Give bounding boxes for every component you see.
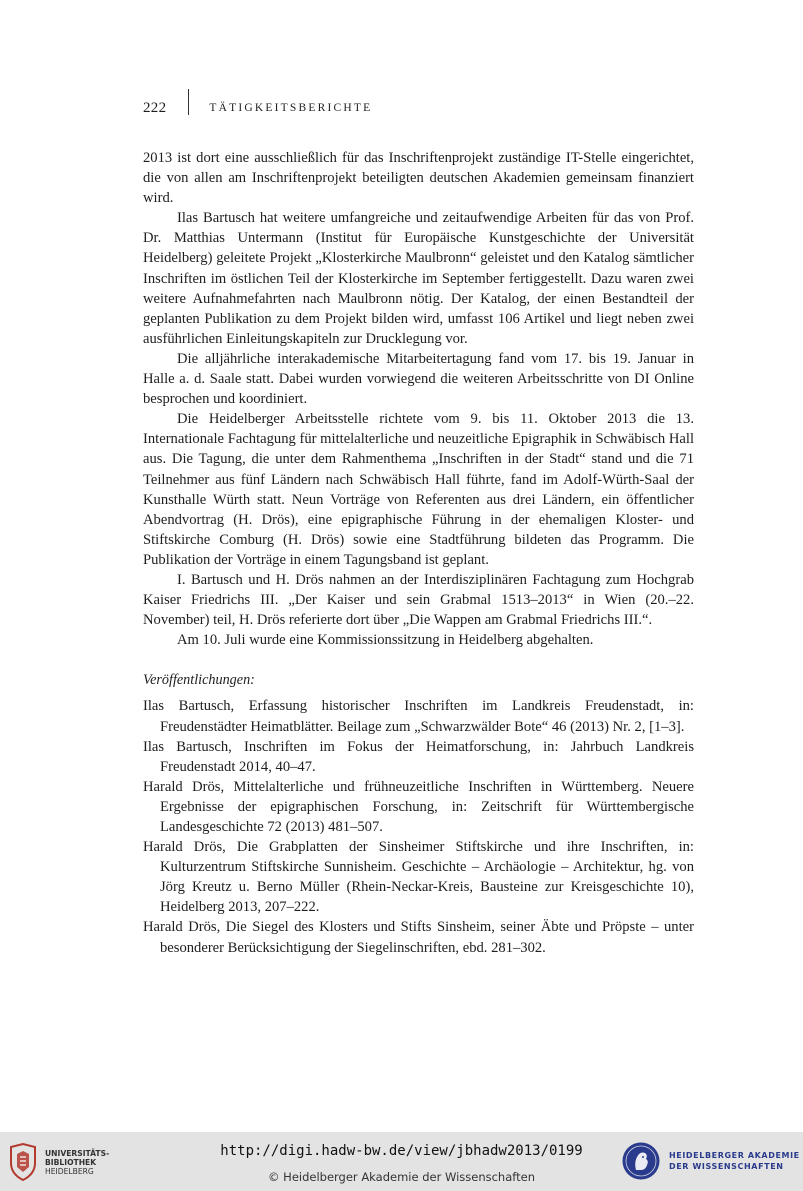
ub-logo-line: HEIDELBERG xyxy=(45,1166,94,1176)
copyright-notice: © Heidelberger Akademie der Wissenschaften xyxy=(268,1170,535,1184)
paragraph: I. Bartusch und H. Drös nahmen an der Interdisziplinären Fachtagung zum Hochgrab Kaiser Friedrichs III. „Der Kaiser und sein Grabmal 1513–2013“ in Wien (20.–22. November) teil, H. Drös referierte dort über „Die Wappen am Grabmal Friedrichs III.“. xyxy=(143,571,694,629)
reference-item: Harald Drös, Die Grabplatten der Sinsheimer Stiftskirche und ihre Inschriften, in: Kulturzentrum Stiftskirche Sunnisheim. Geschichte – Archäologie – Architektur, hg. von Jörg Kreutz u. Berno Müller (Rhein-Neckar-Kreis, Bausteine zur Kreisgeschichte 10), Heidelberg 2013, 207–222. xyxy=(143,839,694,916)
header-divider xyxy=(188,89,189,115)
paragraph: Die alljährliche interakademische Mitarbeitertagung fand vom 17. bis 19. Januar in Halle a. d. Saale statt. Dabei wurden vorwiegend die weiteren Arbeitsschritte von DI Online besprochen und koordiniert. xyxy=(143,350,694,408)
paragraph: Die Heidelberger Arbeitsstelle richtete vom 9. bis 11. Oktober 2013 die 13. Internationale Fachtagung für mittelalterliche und neuzeitliche Epigraphik in Schwäbisch Hall aus. Die Tagung, die unter dem Rahmenthema „Inschriften in der Stadt“ stand und die 71 Teilnehmer aus fünf Ländern nach Schwäbisch Hall führte, fand im Adolf-Würth-Saal der Kunsthalle Würth statt. Neun Vorträge von Referenten aus drei Ländern, ein öffentlicher Abendvortrag (H. Drös), eine epigraphische Führung in der ehemaligen Kloster- und Stiftskirche Comburg (H. Drös) sowie eine Stadtführung bildeten das Programm. Die Publikation der Vorträge in einem Tagungsband ist geplant. xyxy=(143,411,694,568)
page-header xyxy=(143,96,372,120)
ub-logo-line: BIBLIOTHEK xyxy=(45,1157,97,1167)
permalink-url[interactable]: http://digi.hadw-bw.de/view/jbhadw2013/0199 xyxy=(220,1143,583,1159)
section-title: Veröffentlichungen: xyxy=(143,672,255,689)
body-text xyxy=(143,148,694,958)
hadw-logo[interactable] xyxy=(621,1141,800,1181)
reference-list xyxy=(143,696,694,957)
hadw-logo-text xyxy=(669,1150,800,1172)
page-number: 222 xyxy=(143,99,167,116)
paragraph: Ilas Bartusch hat weitere umfangreiche und zeitaufwendige Arbeiten für das von Prof. Dr. Matthias Untermann (Institut für Europäische Kunstgeschichte der Universität Heidelberg) geleitete Projekt „Klosterkirche Maulbronn“ geleistet und den Katalog sämtlicher Inschriften im östlichen Teil der Klosterkirche im September fertiggestellt. Dazu waren zwei weitere Aufnahmefahrten nach Maulbronn nötig. Der Katalog, der einen Bestandteil der geplanten Publikation zu dem Projekt bilden wird, umfasst 106 Artikel und liegt neben zwei ausführlichen Einleitungskapiteln zur Drucklegung vor. xyxy=(143,210,694,347)
hadw-seal-icon xyxy=(621,1141,661,1181)
reference-item: Ilas Bartusch, Inschriften im Fokus der Heimatforschung, in: Jahrbuch Landkreis Freudenstadt 2014, 40–47. xyxy=(143,738,694,775)
ub-logo-line: UNIVERSITÄTS- xyxy=(45,1148,110,1158)
hadw-logo-line: HEIDELBERGER AKADEMIE xyxy=(669,1151,800,1160)
hadw-logo-line: DER WISSENSCHAFTEN xyxy=(669,1162,784,1171)
reference-item: Harald Drös, Die Siegel des Klosters und Stifts Sinsheim, seiner Äbte und Pröpste – unter besonderer Berücksichtigung der Siegelinschriften, ebd. 281–302. xyxy=(143,919,694,956)
reference-item: Harald Drös, Mittelalterliche und frühneuzeitliche Inschriften in Württemberg. Neuere Ergebnisse der epigraphischen Forschung, in: Zeitschrift für Württembergische Landesgeschichte 72 (2013) 481–507. xyxy=(143,778,694,835)
paragraph: Am 10. Juli wurde eine Kommissionssitzung in Heidelberg abgehalten. xyxy=(177,632,594,649)
paragraph: 2013 ist dort eine ausschließlich für das Inschriftenprojekt zuständige IT-Stelle eingerichtet, die von allen am Inschriftenprojekt beteiligten deutschen Akademien gemeinsam finanziert wird. xyxy=(143,150,694,207)
reference-item: Ilas Bartusch, Erfassung historischer Inschriften im Landkreis Freudenstadt, in: Freudenstädter Heimatblätter. Beilage zum „Schwarzwälder Bote“ 46 (2013) Nr. 2, [1–3]. xyxy=(143,698,694,735)
running-head: TÄTIGKEITSBERICHTE xyxy=(209,102,373,114)
viewer-footer xyxy=(0,1132,803,1191)
